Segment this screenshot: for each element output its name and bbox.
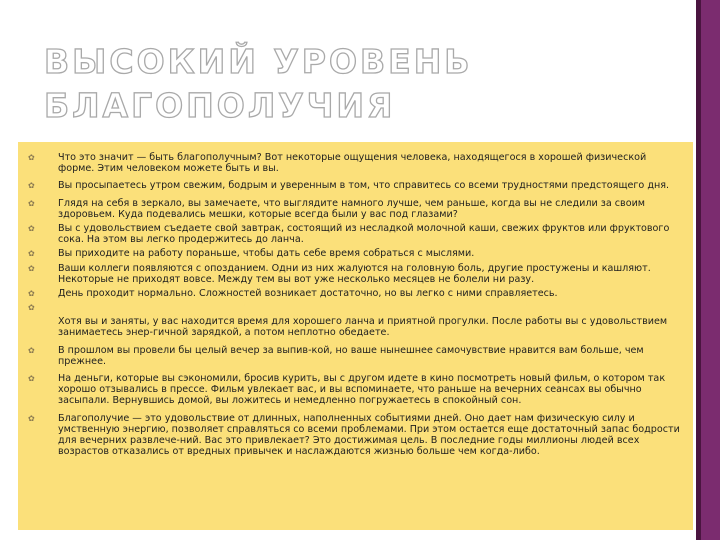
bullet-item: [26, 152, 681, 174]
bullet-item: [26, 373, 681, 407]
slide-title: [44, 40, 604, 128]
ornament-bullet-icon: ✿: [28, 303, 35, 313]
bullet-text: Благополучие — это удовольствие от длинных, наполненных событиями дней. Оно дает нам физическую силу и умственную энергию, позволяет справляться со всеми проблемами. При этом остается еще достаточный запас бодрости для вечерних развлече-ний. Вас это привлекает? Это достижимая цель. В последние годы миллионы людей всех возрастов отказались от вредных привычек и наслаждаются жизнью больше чем когда-либо.: [58, 412, 680, 458]
content-panel: [18, 142, 693, 530]
bullet-item: [26, 413, 681, 458]
slide-title-line-1: ВЫСОКИЙ УРОВЕНЬ: [44, 42, 473, 81]
ornament-bullet-icon: ✿: [28, 413, 35, 423]
bullet-item: [26, 180, 681, 191]
ornament-bullet-icon: ✿: [28, 198, 35, 208]
bullet-text: Что это значит — быть благополучным? Вот некоторые ощущения человека, находящегося в хорошей физической форме. Этим человеком можете быть и вы.: [58, 152, 647, 175]
bullet-text: На деньги, которые вы сэкономили, бросив курить, вы с другом идете в кино посмотреть новый фильм, о котором так хорошо отзывались в прессе. Фильм увлекает вас, и вы вспоминаете, что раньше на вечерних сеансах вы обычно засыпали. Вернувшись домой, вы ложитесь и немедленно погружаетесь в спокойный сон.: [58, 373, 666, 407]
ornament-bullet-icon: [28, 318, 36, 326]
ornament-bullet-icon: ✿: [28, 263, 35, 273]
bullet-text: День проходит нормально. Сложностей возникает достаточно, но вы легко с ними справляетесь.: [58, 288, 558, 300]
bullet-item: [26, 198, 681, 220]
bullet-item: [26, 263, 681, 285]
bullet-text: Глядя на себя в зеркало, вы замечаете, что выглядите намного лучше, чем раньше, когда вы не следили за своим здоровьем. Куда подевались мешки, которые всегда были у вас под глазами?: [58, 197, 646, 220]
bullet-text: Ваши коллеги появляются с опозданием. Одни из них жалуются на головную боль, другие простужены и кашляют. Некоторые не приходят вовсе. Между тем вы вот уже несколько месяцев не болели ни разу.: [58, 262, 651, 285]
bullet-item: [26, 345, 681, 367]
bullet-item-empty: [26, 302, 681, 313]
bullet-item: [26, 223, 681, 245]
bullet-list: [26, 152, 681, 457]
accent-side-band: [696, 0, 720, 540]
bullet-text: В прошлом вы провели бы целый вечер за выпив-кой, но ваше нынешнее самочувствие нравится вам больше, чем прежнее.: [58, 344, 644, 367]
ornament-bullet-icon: ✿: [28, 289, 35, 299]
bullet-text: Вы просыпаетесь утром свежим, бодрым и уверенным в том, что справитесь со всеми трудностями предстоящего дня.: [58, 180, 670, 192]
bullet-text: Вы с удовольствием съедаете свой завтрак, состоящий из несладкой молочной каши, свежих фруктов или фруктового сока. На этом вы легко продержитесь до ланча.: [58, 223, 670, 246]
bullet-item: [26, 248, 681, 259]
ornament-bullet-icon: ✿: [28, 153, 35, 162]
ornament-bullet-icon: ✿: [28, 181, 35, 191]
ornament-bullet-icon: ✿: [28, 374, 35, 384]
bullet-item: [26, 288, 681, 299]
bullet-item: [26, 316, 681, 338]
bullet-text: Хотя вы и заняты, у вас находится время для хорошего ланча и приятной прогулки. После работы вы с удовольствием занимаетесь энер-гичной зарядкой, а потом неплотно обедаете.: [58, 316, 668, 339]
ornament-bullet-icon: ✿: [28, 224, 35, 234]
bullet-text: Вы приходите на работу пораньше, чтобы дать себе время собраться с мыслями.: [58, 248, 475, 260]
ornament-bullet-icon: ✿: [28, 249, 35, 259]
ornament-bullet-icon: ✿: [28, 345, 35, 355]
slide-title-line-2: БЛАГОПОЛУЧИЯ: [44, 86, 396, 125]
